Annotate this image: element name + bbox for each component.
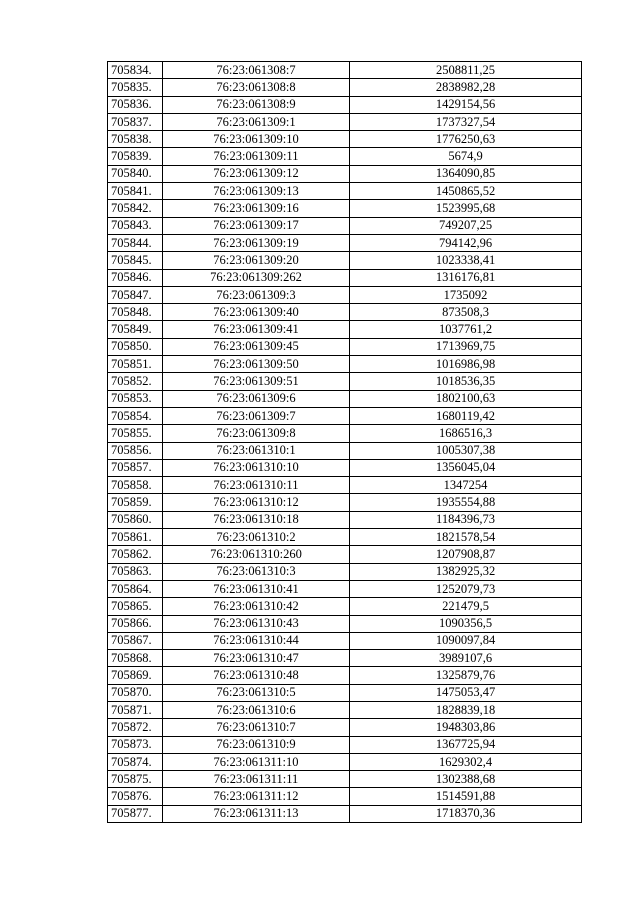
- row-number-cell: 705839.: [108, 148, 163, 165]
- cadastral-value-cell: 1821578,54: [350, 529, 582, 546]
- row-number-cell: 705846.: [108, 269, 163, 286]
- table-row: [108, 321, 582, 338]
- table-row: [108, 719, 582, 736]
- table-row: [108, 373, 582, 390]
- cadastral-value-cell: 1364090,85: [350, 165, 582, 182]
- cadastral-value-cell: 873508,3: [350, 304, 582, 321]
- cadastral-number-cell: 76:23:061310:3: [163, 563, 350, 580]
- cadastral-value-cell: 1828839,18: [350, 701, 582, 718]
- table-row: [108, 113, 582, 130]
- row-number-cell: 705852.: [108, 373, 163, 390]
- cadastral-number-cell: 76:23:061309:41: [163, 321, 350, 338]
- cadastral-value-cell: 1302388,68: [350, 771, 582, 788]
- table-row: [108, 200, 582, 217]
- cadastral-value-cell: 1037761,2: [350, 321, 582, 338]
- table-row: [108, 684, 582, 701]
- cadastral-value-cell: 749207,25: [350, 217, 582, 234]
- cadastral-number-cell: 76:23:061309:7: [163, 407, 350, 424]
- cadastral-value-cell: 1629302,4: [350, 753, 582, 770]
- row-number-cell: 705877.: [108, 805, 163, 822]
- cadastral-number-cell: 76:23:061309:40: [163, 304, 350, 321]
- cadastral-value-cell: 1680119,42: [350, 407, 582, 424]
- cadastral-number-cell: 76:23:061309:1: [163, 113, 350, 130]
- table-row: [108, 252, 582, 269]
- table-row: [108, 667, 582, 684]
- table-row: [108, 632, 582, 649]
- cadastral-number-cell: 76:23:061309:13: [163, 183, 350, 200]
- table-row: [108, 304, 582, 321]
- table-row: [108, 788, 582, 805]
- cadastral-value-cell: 2508811,25: [350, 62, 582, 79]
- cadastral-value-cell: 1018536,35: [350, 373, 582, 390]
- row-number-cell: 705848.: [108, 304, 163, 321]
- table-row: [108, 736, 582, 753]
- table-row: [108, 615, 582, 632]
- table-row: [108, 234, 582, 251]
- cadastral-value-cell: 1686516,3: [350, 425, 582, 442]
- cadastral-number-cell: 76:23:061310:5: [163, 684, 350, 701]
- cadastral-number-cell: 76:23:061310:2: [163, 529, 350, 546]
- row-number-cell: 705871.: [108, 701, 163, 718]
- row-number-cell: 705840.: [108, 165, 163, 182]
- cadastral-value-cell: 1016986,98: [350, 356, 582, 373]
- row-number-cell: 705845.: [108, 252, 163, 269]
- table-row: [108, 598, 582, 615]
- cadastral-number-cell: 76:23:061311:11: [163, 771, 350, 788]
- cadastral-value-cell: 1347254: [350, 477, 582, 494]
- table-row: [108, 425, 582, 442]
- table-row: [108, 511, 582, 528]
- table-row: [108, 529, 582, 546]
- table-row: [108, 183, 582, 200]
- cadastral-value-cell: 1325879,76: [350, 667, 582, 684]
- row-number-cell: 705835.: [108, 79, 163, 96]
- cadastral-number-cell: 76:23:061309:6: [163, 390, 350, 407]
- table-row: [108, 494, 582, 511]
- cadastral-value-cell: 1523995,68: [350, 200, 582, 217]
- table-row: [108, 442, 582, 459]
- table-row: [108, 165, 582, 182]
- cadastral-value-cell: 1802100,63: [350, 390, 582, 407]
- cadastral-number-cell: 76:23:061309:10: [163, 131, 350, 148]
- cadastral-value-cell: 1776250,63: [350, 131, 582, 148]
- row-number-cell: 705860.: [108, 511, 163, 528]
- table-row: [108, 459, 582, 476]
- row-number-cell: 705872.: [108, 719, 163, 736]
- cadastral-value-cell: 221479,5: [350, 598, 582, 615]
- cadastral-number-cell: 76:23:061308:7: [163, 62, 350, 79]
- row-number-cell: 705837.: [108, 113, 163, 130]
- cadastral-number-cell: 76:23:061310:12: [163, 494, 350, 511]
- row-number-cell: 705853.: [108, 390, 163, 407]
- cadastral-value-cell: 1713969,75: [350, 338, 582, 355]
- table-row: [108, 269, 582, 286]
- row-number-cell: 705870.: [108, 684, 163, 701]
- cadastral-value-cell: 1429154,56: [350, 96, 582, 113]
- cadastral-number-cell: 76:23:061310:41: [163, 580, 350, 597]
- cadastral-number-cell: 76:23:061310:43: [163, 615, 350, 632]
- table-row: [108, 96, 582, 113]
- cadastral-value-cell: 1718370,36: [350, 805, 582, 822]
- cadastral-value-cell: 1948303,86: [350, 719, 582, 736]
- row-number-cell: 705864.: [108, 580, 163, 597]
- row-number-cell: 705841.: [108, 183, 163, 200]
- cadastral-number-cell: 76:23:061309:20: [163, 252, 350, 269]
- row-number-cell: 705834.: [108, 62, 163, 79]
- row-number-cell: 705854.: [108, 407, 163, 424]
- cadastral-number-cell: 76:23:061310:1: [163, 442, 350, 459]
- cadastral-number-cell: 76:23:061311:12: [163, 788, 350, 805]
- table-row: [108, 563, 582, 580]
- cadastral-number-cell: 76:23:061310:11: [163, 477, 350, 494]
- row-number-cell: 705843.: [108, 217, 163, 234]
- row-number-cell: 705836.: [108, 96, 163, 113]
- cadastral-number-cell: 76:23:061310:42: [163, 598, 350, 615]
- table-row: [108, 650, 582, 667]
- cadastral-value-cell: 1935554,88: [350, 494, 582, 511]
- row-number-cell: 705847.: [108, 286, 163, 303]
- cadastral-number-cell: 76:23:061310:9: [163, 736, 350, 753]
- row-number-cell: 705861.: [108, 529, 163, 546]
- cadastral-number-cell: 76:23:061309:262: [163, 269, 350, 286]
- cadastral-value-table: [107, 61, 582, 823]
- row-number-cell: 705873.: [108, 736, 163, 753]
- table-row: [108, 701, 582, 718]
- row-number-cell: 705859.: [108, 494, 163, 511]
- cadastral-number-cell: 76:23:061309:19: [163, 234, 350, 251]
- row-number-cell: 705875.: [108, 771, 163, 788]
- row-number-cell: 705838.: [108, 131, 163, 148]
- cadastral-value-cell: 1023338,41: [350, 252, 582, 269]
- row-number-cell: 705851.: [108, 356, 163, 373]
- cadastral-number-cell: 76:23:061309:51: [163, 373, 350, 390]
- table-row: [108, 580, 582, 597]
- table-row: [108, 148, 582, 165]
- table-row: [108, 753, 582, 770]
- cadastral-number-cell: 76:23:061309:16: [163, 200, 350, 217]
- cadastral-value-cell: 1184396,73: [350, 511, 582, 528]
- table-row: [108, 79, 582, 96]
- cadastral-value-cell: 3989107,6: [350, 650, 582, 667]
- cadastral-value-cell: 1356045,04: [350, 459, 582, 476]
- cadastral-value-cell: 1090356,5: [350, 615, 582, 632]
- table-row: [108, 62, 582, 79]
- cadastral-value-cell: 5674,9: [350, 148, 582, 165]
- row-number-cell: 705849.: [108, 321, 163, 338]
- row-number-cell: 705868.: [108, 650, 163, 667]
- cadastral-number-cell: 76:23:061310:44: [163, 632, 350, 649]
- cadastral-value-cell: 1207908,87: [350, 546, 582, 563]
- cadastral-number-cell: 76:23:061310:10: [163, 459, 350, 476]
- table-row: [108, 407, 582, 424]
- cadastral-number-cell: 76:23:061309:12: [163, 165, 350, 182]
- row-number-cell: 705865.: [108, 598, 163, 615]
- row-number-cell: 705866.: [108, 615, 163, 632]
- cadastral-number-cell: 76:23:061309:50: [163, 356, 350, 373]
- cadastral-value-cell: 1735092: [350, 286, 582, 303]
- table-row: [108, 546, 582, 563]
- table-row: [108, 771, 582, 788]
- table-row: [108, 356, 582, 373]
- cadastral-number-cell: 76:23:061310:47: [163, 650, 350, 667]
- row-number-cell: 705876.: [108, 788, 163, 805]
- row-number-cell: 705862.: [108, 546, 163, 563]
- cadastral-value-cell: 1252079,73: [350, 580, 582, 597]
- cadastral-number-cell: 76:23:061311:13: [163, 805, 350, 822]
- cadastral-value-cell: 1090097,84: [350, 632, 582, 649]
- cadastral-number-cell: 76:23:061308:8: [163, 79, 350, 96]
- table-row: [108, 805, 582, 822]
- row-number-cell: 705874.: [108, 753, 163, 770]
- table-row: [108, 338, 582, 355]
- cadastral-number-cell: 76:23:061309:8: [163, 425, 350, 442]
- row-number-cell: 705869.: [108, 667, 163, 684]
- cadastral-number-cell: 76:23:061309:3: [163, 286, 350, 303]
- row-number-cell: 705850.: [108, 338, 163, 355]
- table-row: [108, 131, 582, 148]
- cadastral-value-cell: 1316176,81: [350, 269, 582, 286]
- cadastral-value-cell: 1475053,47: [350, 684, 582, 701]
- row-number-cell: 705867.: [108, 632, 163, 649]
- cadastral-number-cell: 76:23:061309:17: [163, 217, 350, 234]
- table-body: [108, 62, 582, 823]
- cadastral-number-cell: 76:23:061310:6: [163, 701, 350, 718]
- cadastral-number-cell: 76:23:061309:45: [163, 338, 350, 355]
- cadastral-value-cell: 1737327,54: [350, 113, 582, 130]
- cadastral-value-cell: 1382925,32: [350, 563, 582, 580]
- cadastral-number-cell: 76:23:061308:9: [163, 96, 350, 113]
- row-number-cell: 705856.: [108, 442, 163, 459]
- cadastral-value-cell: 1367725,94: [350, 736, 582, 753]
- row-number-cell: 705842.: [108, 200, 163, 217]
- cadastral-value-cell: 1514591,88: [350, 788, 582, 805]
- row-number-cell: 705863.: [108, 563, 163, 580]
- cadastral-number-cell: 76:23:061310:260: [163, 546, 350, 563]
- cadastral-number-cell: 76:23:061310:7: [163, 719, 350, 736]
- row-number-cell: 705844.: [108, 234, 163, 251]
- cadastral-number-cell: 76:23:061310:48: [163, 667, 350, 684]
- table-row: [108, 217, 582, 234]
- table-row: [108, 390, 582, 407]
- cadastral-number-cell: 76:23:061309:11: [163, 148, 350, 165]
- cadastral-value-cell: 1450865,52: [350, 183, 582, 200]
- cadastral-value-cell: 1005307,38: [350, 442, 582, 459]
- row-number-cell: 705855.: [108, 425, 163, 442]
- table-row: [108, 477, 582, 494]
- row-number-cell: 705857.: [108, 459, 163, 476]
- table-row: [108, 286, 582, 303]
- cadastral-number-cell: 76:23:061311:10: [163, 753, 350, 770]
- row-number-cell: 705858.: [108, 477, 163, 494]
- cadastral-value-cell: 794142,96: [350, 234, 582, 251]
- cadastral-number-cell: 76:23:061310:18: [163, 511, 350, 528]
- cadastral-value-cell: 2838982,28: [350, 79, 582, 96]
